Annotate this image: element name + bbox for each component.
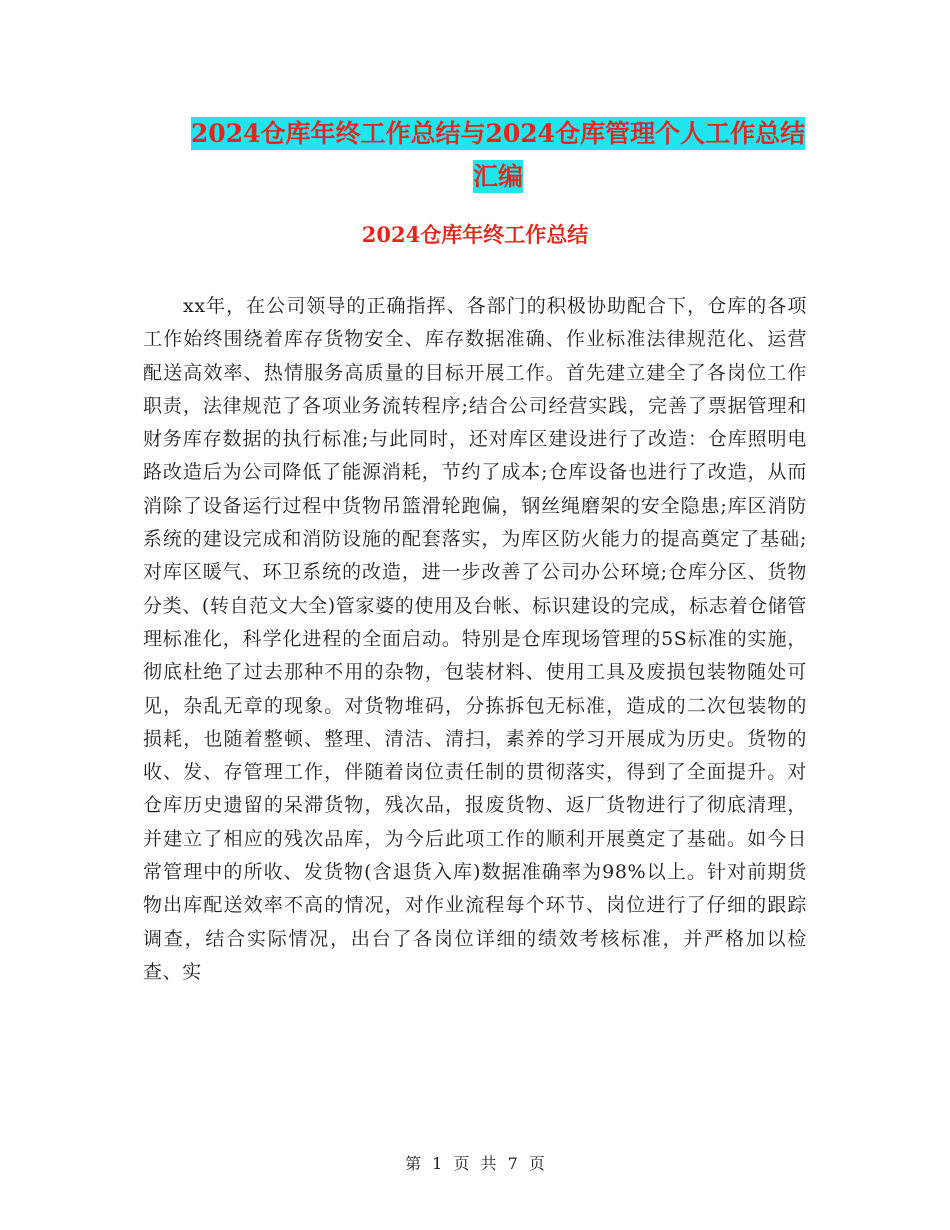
section-heading: 2024仓库年终工作总结	[361, 222, 589, 247]
document-title	[186, 112, 810, 198]
document-title-highlight: 2024仓库年终工作总结与2024仓库管理个人工作总结汇编	[190, 119, 806, 191]
page-footer: 第 1 页 共 7 页	[405, 1154, 545, 1173]
body-paragraph: xx年，在公司领导的正确指挥、各部门的积极协助配合下，仓库的各项工作始终围绕着库存货物安全、库存数据准确、作业标准法律规范化、运营配送高效率、热情服务高质量的目标开展工作。首先建立建全了各岗位工作职责，法律规范了各项业务流转程序;结合公司经营实践，完善了票据管理和财务库存数据的执行标准;与此同时，还对库区建设进行了改造：仓库照明电路改造后为公司降低了能源消耗，节约了成本;仓库设备也进行了改造，从而消除了设备运行过程中货物吊篮滑轮跑偏，钢丝绳磨架的安全隐患;库区消防系统的建设完成和消防设施的配套落实，为库区防火能力的提高奠定了基础;对库区暖气、环卫系统的改造，进一步改善了公司办公环境;仓库分区、货物分类、(转自范文大全)管家婆的使用及台帐、标识建设的完成，标志着仓储管理标准化，科学化进程的全面启动。特别是仓库现场管理的5S标准的实施，彻底杜绝了过去那种不用的杂物，包装材料、使用工具及废损包装物随处可见，杂乱无章的现象。对货物堆码，分拣拆包无标准，造成的二次包装物的损耗，也随着整顿、整理、清洁、清扫，素养的学习开展成为历史。货物的收、发、存管理工作，伴随着岗位责任制的贯彻落实，得到了全面提升。对仓库历史遗留的呆滞货物，残次品，报废货物、返厂货物进行了彻底清理，并建立了相应的残次品库，为今后此项工作的顺利开展奠定了基础。如今日常管理中的所收、发货物(含退货入库)数据准确率为98%以上。针对前期货物出库配送效率不高的情况，对作业流程每个环节、岗位进行了仔细的跟踪调查，结合实际情况，出台了各岗位详细的绩效考核标准，并严格加以检查、实	[143, 295, 807, 983]
